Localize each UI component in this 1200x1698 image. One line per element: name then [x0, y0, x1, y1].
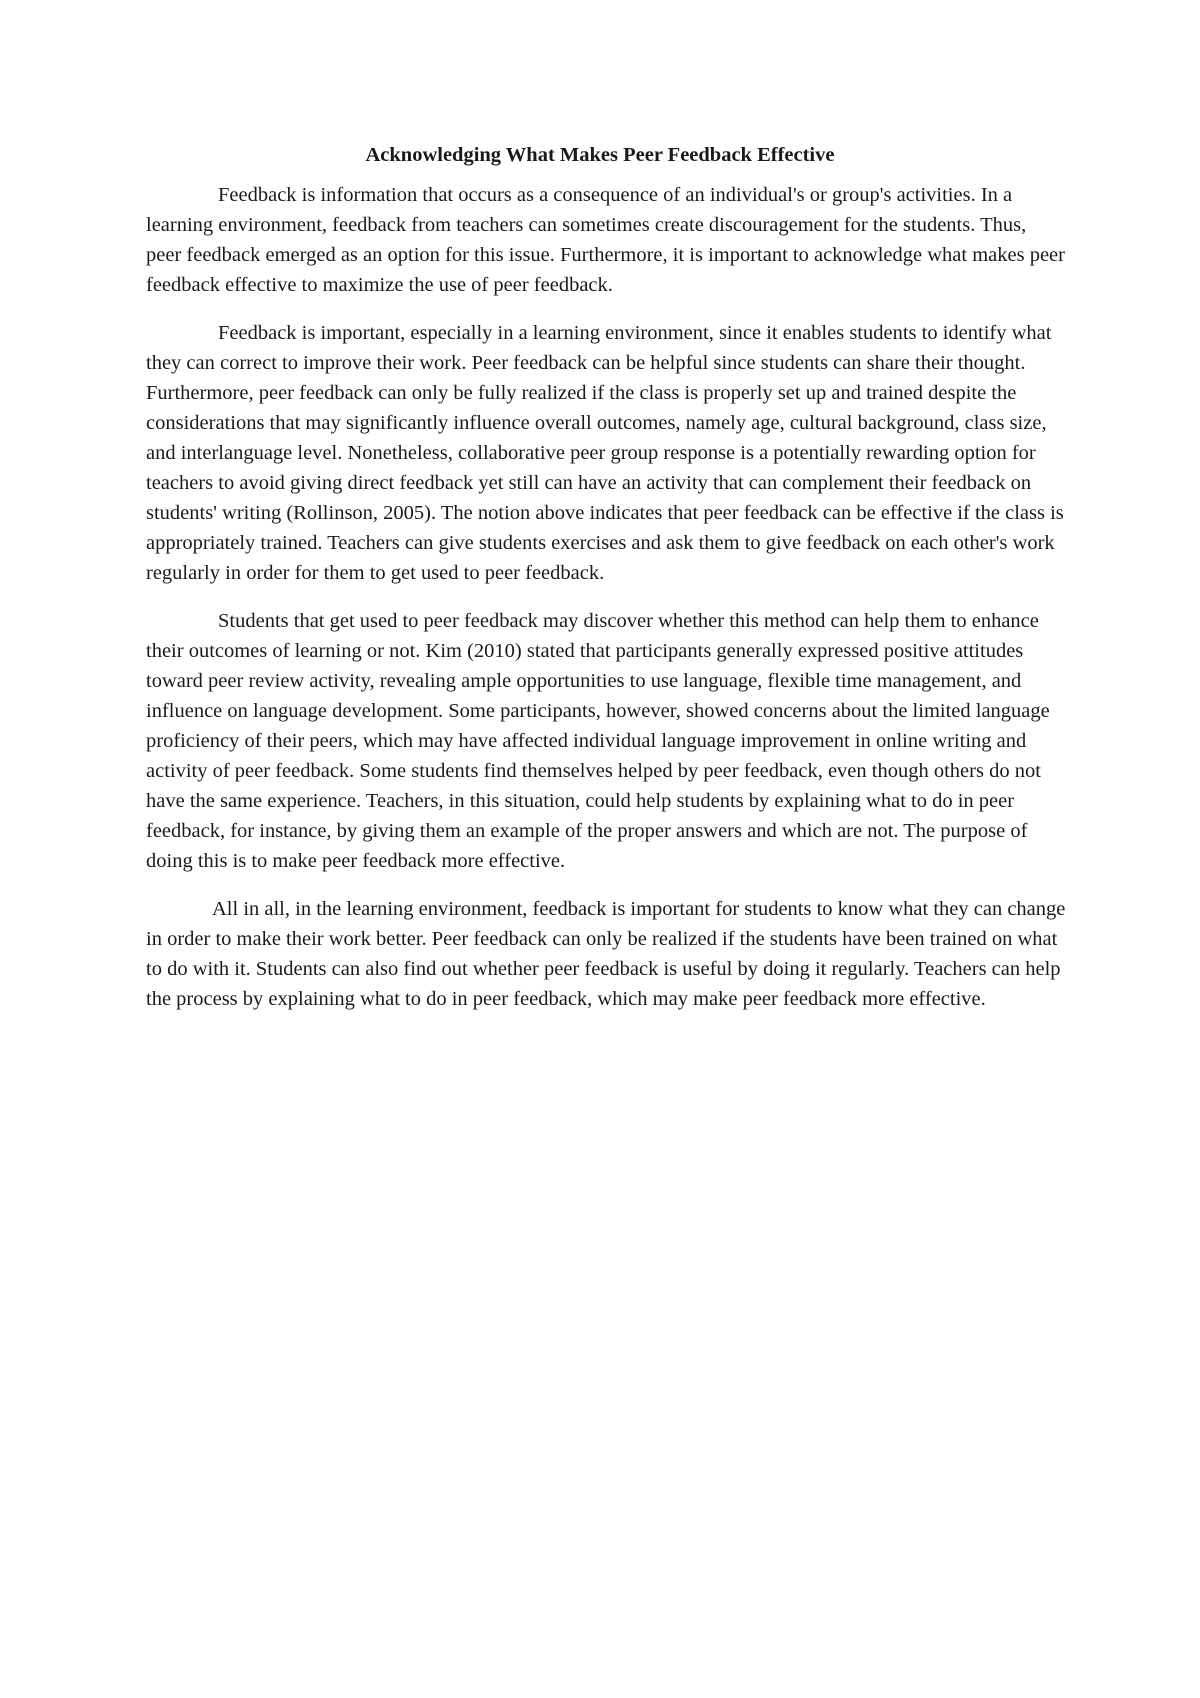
paragraph-conclusion: All in all, in the learning environment, feedback is important for students to know what they can change in order to make their work better. Peer feedback can only be realized if the students have been trained on what to do with it. Students can also find out whether peer feedback is useful by doing it regularly. Teachers can help the process by explaining what to do in peer feedback, which may make peer feedback more effective. — [146, 898, 1066, 1010]
document-title: Acknowledging What Makes Peer Feedback Effective — [365, 144, 835, 166]
paragraph-body-1: Feedback is important, especially in a learning environment, since it enables students to identify what they can correct to improve their work. Peer feedback can be helpful since students can share their thought. Furthermore, peer feedback can only be fully realized if the class is properly set up and trained despite the considerations that may significantly influence overall outcomes, namely age, cultural background, class size, and interlanguage level. Nonetheless, collaborative peer group response is a potentially rewarding option for teachers to avoid giving direct feedback yet still can have an activity that can complement their feedback on students' writing (Rollinson, 2005). The notion above indicates that peer feedback can be effective if the class is appropriately trained. Teachers can give students exercises and ask them to give feedback on each other's work regularly in order for them to get used to peer feedback. — [146, 322, 1064, 584]
paragraph-body-2: Students that get used to peer feedback may discover whether this method can help them to enhance their outcomes of learning or not. Kim (2010) stated that participants generally expressed positive attitudes toward peer review activity, revealing ample opportunities to use language, flexible time management, and influence on language development. Some participants, however, showed concerns about the limited language proficiency of their peers, which may have affected individual language improvement in online writing and activity of peer feedback. Some students find themselves helped by peer feedback, even though others do not have the same experience. Teachers, in this situation, could help students by explaining what to do in peer feedback, for instance, by giving them an example of the proper answers and which are not. The purpose of doing this is to make peer feedback more effective. — [146, 610, 1050, 872]
document-body — [146, 140, 1066, 1032]
paragraph-introduction: Feedback is information that occurs as a consequence of an individual's or group's activities. In a learning environment, feedback from teachers can sometimes create discouragement for the students. Thus, peer feedback emerged as an option for this issue. Furthermore, it is important to acknowledge what makes peer feedback effective to maximize the use of peer feedback. — [146, 184, 1065, 296]
